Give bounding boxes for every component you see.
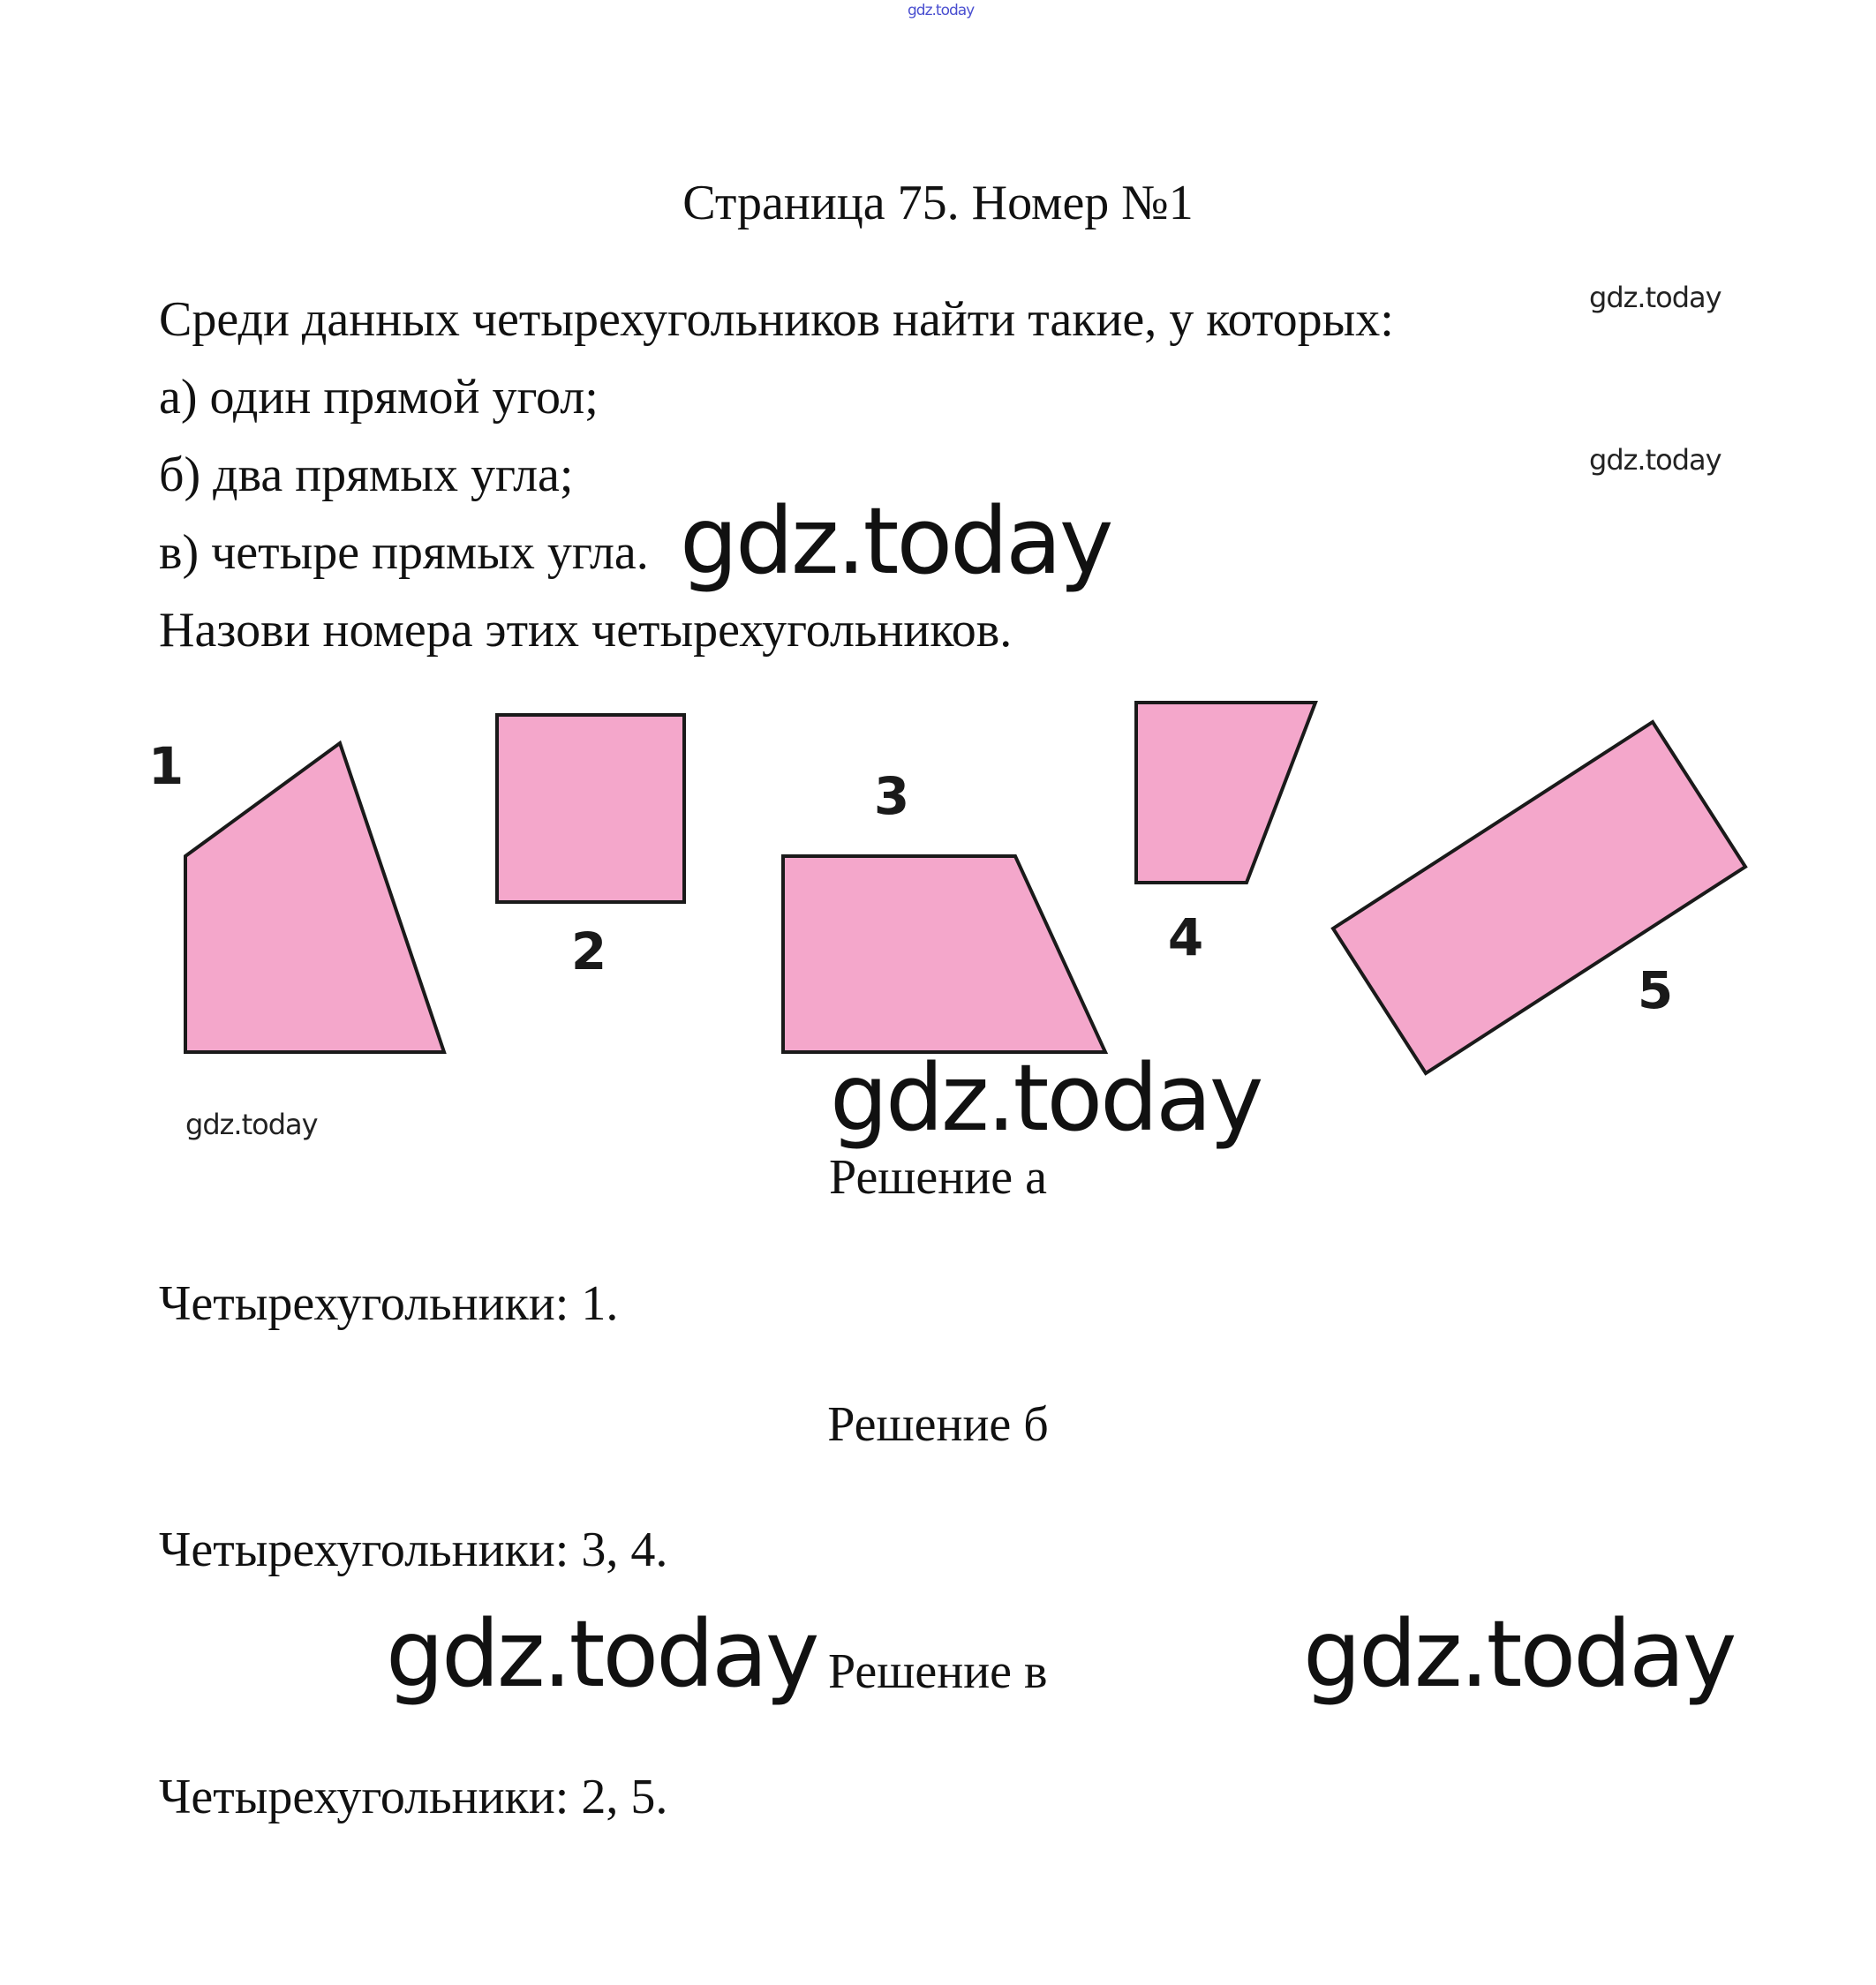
page-title: Страница 75. Номер №1 [682,176,1194,230]
shape-label-1: 1 [147,736,185,796]
task-question: Назови номера этих четырехугольников. [159,603,1013,658]
quadrilateral-5 [1333,722,1745,1073]
shape-label-2: 2 [570,921,607,981]
quadrilateral-3 [783,856,1105,1052]
watermark-large: gdz.today [1303,1600,1735,1708]
watermark-large: gdz.today [830,1044,1262,1152]
quadrilateral-1 [185,743,444,1052]
watermark-small: gdz.today [1589,443,1722,477]
quadrilaterals-figure [0,671,1876,1094]
task-item-a: а) один прямой угол; [159,370,599,425]
shape-label-3: 3 [873,766,910,826]
shape-label-5: 5 [1637,960,1674,1020]
watermark-top: gdz.today [908,2,975,19]
solution-heading-b: Решение б [827,1397,1049,1452]
quadrilateral-2 [497,715,684,902]
watermark-large: gdz.today [386,1600,817,1708]
solution-heading-a: Решение а [829,1150,1047,1205]
task-item-c: в) четыре прямых угла. [159,525,649,580]
watermark-small: gdz.today [185,1108,318,1141]
task-item-b: б) два прямых угла; [159,447,574,502]
quadrilateral-4 [1136,703,1315,883]
watermark-large: gdz.today [680,487,1111,595]
watermark-small: gdz.today [1589,281,1722,314]
solution-heading-c: Решение в [828,1644,1048,1699]
solution-answer-b: Четырехугольники: 3, 4. [159,1523,668,1577]
solution-answer-a: Четырехугольники: 1. [159,1276,619,1331]
shape-label-4: 4 [1167,907,1204,967]
task-intro: Среди данных четырехугольников найти такие, у которых: [159,292,1394,347]
solution-answer-c: Четырехугольники: 2, 5. [159,1770,668,1824]
